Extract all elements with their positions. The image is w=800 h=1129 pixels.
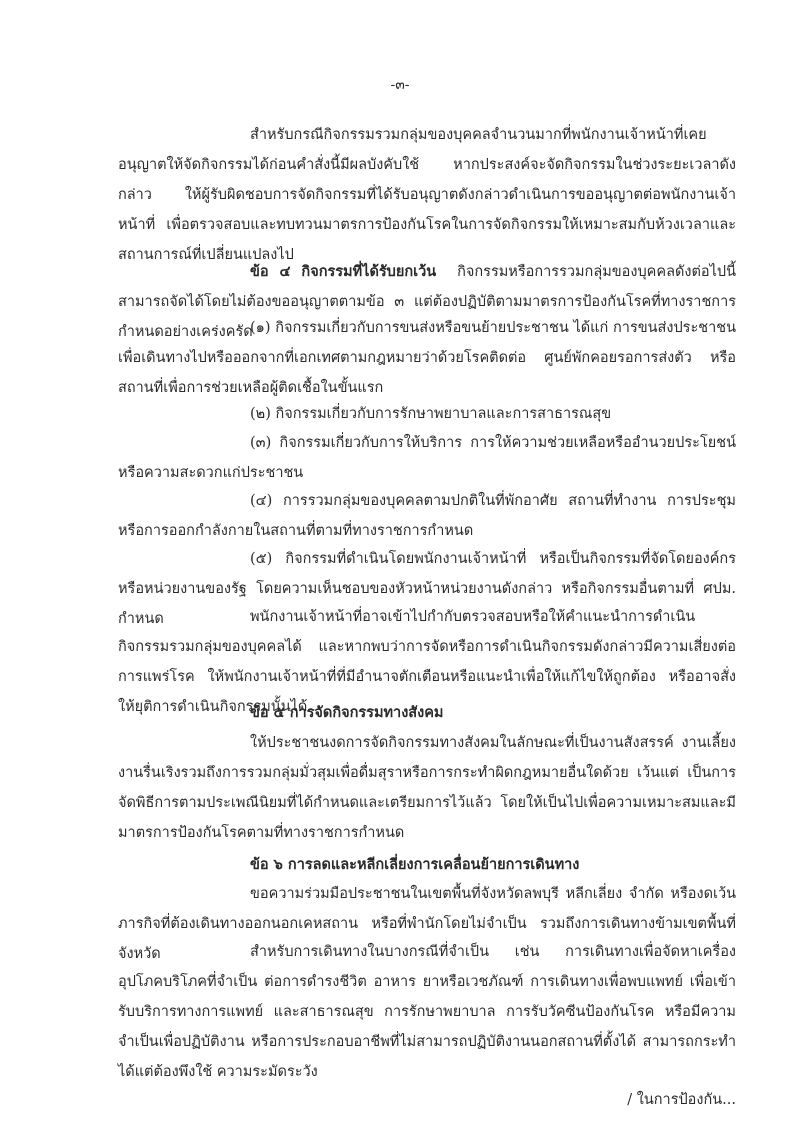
section-6-body-2: สำหรับการเดินทางในบางกรณีที่จำเป็น เช่น การเดินทางเพื่อจัดหาเครื่องอุปโภคบริโภคที่จำเป็น ต่อการดำรงชีวิต อาหาร ยาหรือเวชภัณฑ์ การเดินทางเพื่อพบแพทย์ เพื่อเข้ารับบริการทางการแพทย์ และสาธารณสุข การรักษาพยาบาล การรับวัคซีนป้องกันโรค หรือมีความจำเป็นเพื่อปฏิบัติงาน หรือการประกอบอาชีพที่ไม่สามารถปฏิบัติงานนอกสถานที่ตั้งได้ สามารถกระทำได้แต่ต้องพึงใช้ ความระมัดระวัง	[118, 944, 736, 1080]
section-6-body-1: ขอความร่วมมือประชาชนในเขตพื้นที่จังหวัดลพบุรี หลีกเลี่ยง จำกัด หรืองดเว้นภารกิจที่ต้องเดินทางออกนอกเคหสถาน หรือที่พำนักโดยไม่จำเป็น รวมถึงการเดินทางข้ามเขตพื้นที่จังหวัด	[118, 886, 736, 962]
section-5-body: ให้ประชาชนงดการจัดกิจกรรมทางสังคมในลักษณะที่เป็นงานสังสรรค์ งานเลี้ยง งานรื่นเริงรวมถึงการรวมกลุ่มมั่วสุมเพื่อดื่มสุราหรือการกระทำผิดกฎหมายอื่นใดด้วย เว้นแต่ เป็นการจัดพิธีการตามประเพณีนิยมที่ได้กำหนดและเตรียมการไว้แล้ว โดยให้เป็นไปเพื่อความเหมาะสมและมีมาตรการป้องกันโรคตามที่ทางราชการกำหนด	[118, 735, 736, 841]
section-4-intro-text: กิจกรรมหรือการรวมกลุ่มของบุคคลดังต่อไปนี้ สามารถจัดได้โดยไม่ต้องขออนุญาตตามข้อ ๓ แต่ต้องปฏิบัติตามมาตรการป้องกันโรคที่ทางราชการกำหนดอย่างเคร่งครัด	[118, 264, 736, 340]
section-5-heading: ข้อ ๕ การจัดกิจกรรมทางสังคม	[250, 704, 444, 721]
section-4-item-5: (๕) กิจกรรมที่ดำเนินโดยพนักงานเจ้าหน้าที่ หรือเป็นกิจกรรมที่จัดโดยองค์กรหรือหน่วยงานของรัฐ โดยความเห็นชอบของหัวหน้าหน่วยงานดังกล่าว หรือกิจกรรมอื่นตามที่ ศปม. กำหนด	[118, 551, 736, 627]
section-4-item-3: (๓) กิจกรรมเกี่ยวกับการให้บริการ การให้ความช่วยเหลือหรืออำนวยประโยชน์หรือความสะดวกแก่ประชาชน	[118, 435, 736, 481]
section-4-item-1: (๑) กิจกรรมเกี่ยวกับการขนส่งหรือขนย้ายประชาชน ได้แก่ การขนส่งประชาชนเพื่อเดินทางไปหรือออกจากที่เอกเทศตามกฎหมายว่าด้วยโรคติดต่อ ศูนย์พักคอยรอการส่งตัว หรือสถานที่เพื่อการช่วยเหลือผู้ติดเชื้อในขั้นแรก	[118, 320, 736, 396]
section-6-heading: ข้อ ๖ การลดและหลีกเลี่ยงการเคลื่อนย้ายการเดินทาง	[250, 856, 580, 873]
section-4-item-4: (๔) การรวมกลุ่มของบุคคลตามปกติในที่พักอาศัย สถานที่ทำงาน การประชุมหรือการออกกำลังกายในสถานที่ตามที่ทางราชการกำหนด	[118, 493, 736, 539]
paragraph-permit-renewal: สำหรับกรณีกิจกรรมรวมกลุ่มของบุคคลจำนวนมากที่พนักงานเจ้าหน้าที่เคยอนุญาตให้จัดกิจกรรมได้ก่อนคำสั่งนี้มีผลบังคับใช้ หากประสงค์จะจัดกิจกรรมในช่วงระยะเวลาดังกล่าว ให้ผู้รับผิดชอบการจัดกิจกรรมที่ได้รับอนุญาตดังกล่าวดำเนินการขออนุญาตต่อพนักงานเจ้าหน้าที่ เพื่อตรวจสอบและทบทวนมาตรการป้องกันโรคในการจัดกิจกรรมให้เหมาะสมกับห้วงเวลาและสถานการณ์ที่เปลี่ยนแปลงไป	[118, 127, 736, 263]
page-number: -๓-	[390, 77, 410, 93]
section-4-item-2: (๒) กิจกรรมเกี่ยวกับการรักษาพยาบาลและการสาธารณสุข	[250, 406, 612, 422]
section-4-closing: พนักงานเจ้าหน้าที่อาจเข้าไปกำกับตรวจสอบหรือให้คำแนะนำการดำเนินกิจกรรมรวมกลุ่มของบุคคลได้ และหากพบว่าการจัดหรือการดำเนินกิจกรรมดังกล่าวมีความเสี่ยงต่อการแพร่โรค ให้พนักงานเจ้าหน้าที่ที่มีอำนาจตักเตือนหรือแนะนำเพื่อให้แก้ไขให้ถูกต้อง หรืออาจสั่งให้ยุติการดำเนินกิจกรรมนั้นได้	[118, 609, 736, 715]
section-4-heading: ข้อ ๔ กิจกรรมที่ได้รับยกเว้น	[250, 263, 437, 280]
continuation-marker: / ในการป้องกัน...	[627, 1092, 736, 1108]
